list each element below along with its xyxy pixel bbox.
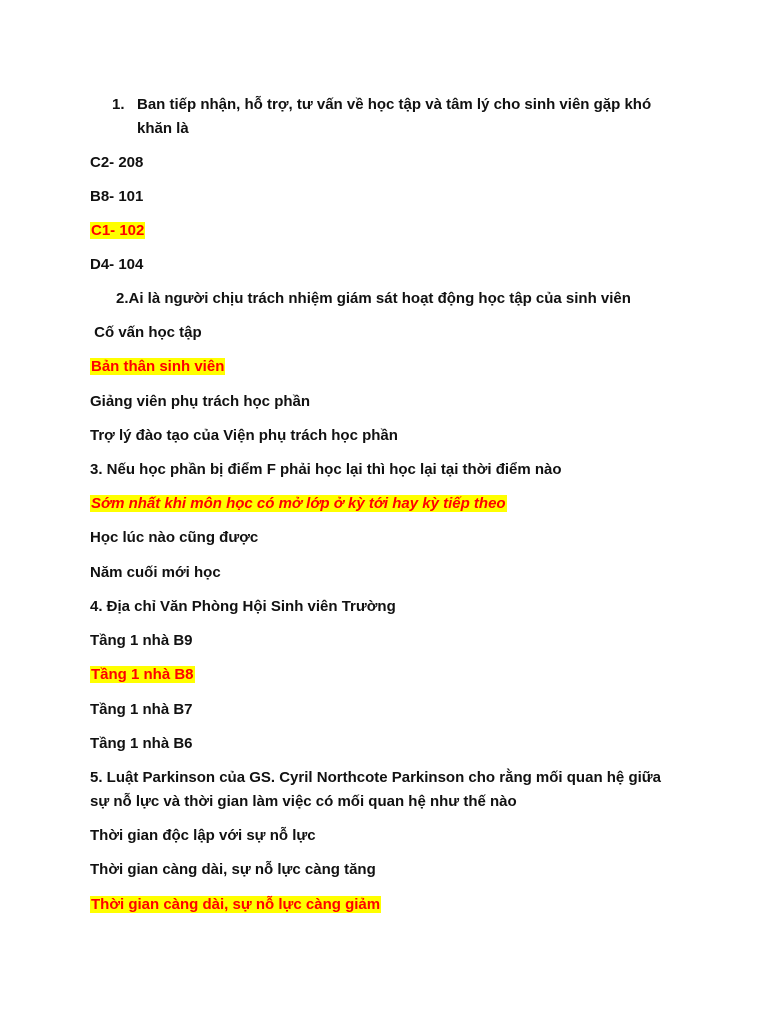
q1-text-line2: khăn là: [137, 120, 189, 137]
q1-number: 1.: [112, 96, 125, 113]
q5-text-line2: sự nỗ lực và thời gian làm việc có mối quan hệ như thế nào: [90, 793, 517, 810]
highlighted-answer: C1- 102: [91, 222, 145, 239]
q2-option-4: Trợ lý đào tạo của Viện phụ trách học phần: [90, 427, 398, 444]
q2-text: 2.Ai là người chịu trách nhiệm giám sát hoạt động học tập của sinh viên: [116, 290, 631, 307]
q1-option-1: C2- 208: [90, 154, 144, 171]
q2-option-3: Giảng viên phụ trách học phần: [90, 393, 311, 410]
q2-option-1: Cố vấn học tập: [90, 324, 202, 341]
q5-text-line1: 5. Luật Parkinson của GS. Cyril Northcote Parkinson cho rằng mối quan hệ giữa: [90, 769, 661, 786]
q4-option-4: Tầng 1 nhà B6: [90, 735, 193, 752]
q1-text-line1: Ban tiếp nhận, hỗ trợ, tư vấn về học tập và tâm lý cho sinh viên gặp khó: [137, 96, 652, 113]
highlighted-answer: Sớm nhất khi môn học có mở lớp ở kỳ tới hay kỳ tiếp theo: [91, 495, 506, 512]
highlighted-answer: Tầng 1 nhà B8: [91, 666, 194, 683]
q3-text: 3. Nếu học phần bị điểm F phải học lại thì học lại tại thời điểm nào: [90, 461, 562, 478]
highlighted-answer: Thời gian càng dài, sự nỗ lực càng giảm: [91, 896, 381, 913]
q2-option-2-answer: [90, 357, 225, 377]
highlighted-answer: Bản thân sinh viên: [91, 358, 225, 375]
q1-option-3-answer: [90, 221, 145, 241]
q4-option-3: Tầng 1 nhà B7: [90, 701, 193, 718]
q3-option-3: Năm cuối mới học: [90, 564, 221, 581]
q4-option-1: Tầng 1 nhà B9: [90, 632, 193, 649]
q4-option-2-answer: [90, 665, 195, 685]
q1-option-2: B8- 101: [90, 188, 144, 205]
q5-option-3-answer: [90, 895, 381, 915]
q3-option-2: Học lúc nào cũng được: [90, 529, 259, 546]
q5-option-2: Thời gian càng dài, sự nỗ lực càng tăng: [90, 861, 376, 878]
q1-option-4: D4- 104: [90, 256, 144, 273]
q5-option-1: Thời gian độc lập với sự nỗ lực: [90, 827, 316, 844]
q3-option-1-answer: [90, 494, 507, 514]
q4-text: 4. Địa chỉ Văn Phòng Hội Sinh viên Trường: [90, 598, 396, 615]
